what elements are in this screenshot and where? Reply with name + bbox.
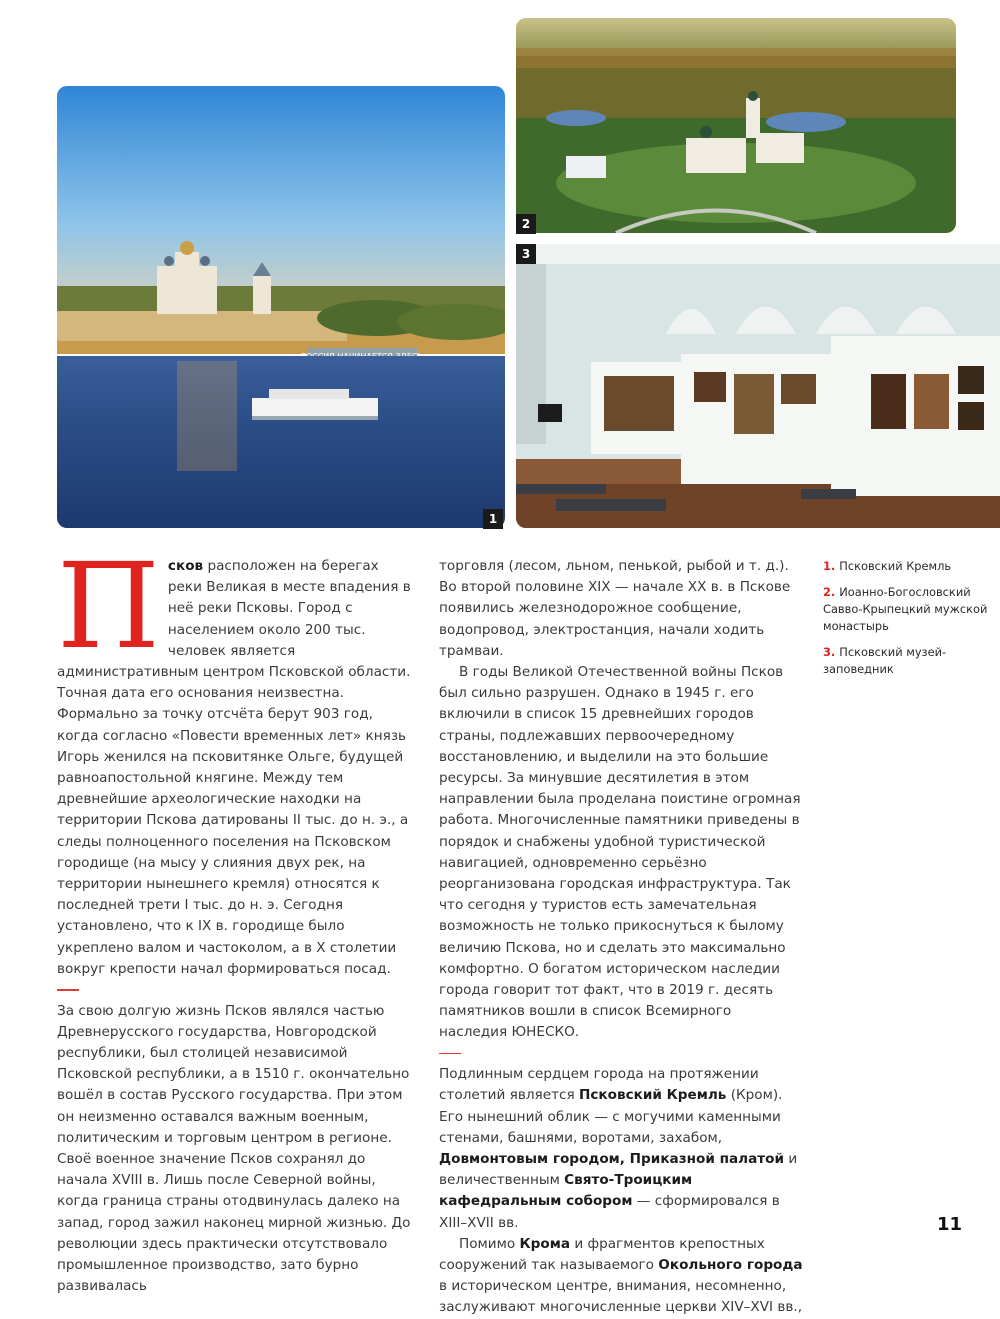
kremlin-paragraph: Подлинным сердцем города на протяжении столетий является Псковский Кремль (Кром). Его нынешний облик — с могучими каменными стенами, башнями, воротами, захабом, Довмонтовым городом, Приказной палатой и величественным Свято-Троицким кафедральным собором — сформировался в XIII–XVII вв. bbox=[439, 1066, 798, 1231]
intro-paragraph: Псков расположен на берегах реки Великая в месте впадения в неё реки Псковы. Город с населением около 200 тыс. человек является административным центром Псковской области. Точная дата его основания неизвестна. Формально за точку отсчёта берут 903 год, когда согласно «Повести временных лет» князь Игорь женился на псковитянке Ольге, будущей равноапостольной княгине. Между тем древнейшие археологические находки на территории Пскова датированы II тыс. до н. э., а следы полноценного поселения на Псковском городище (на мысу у слияния двух рек, на территории нынешнего кремля) относятся к последней трети I тыс. до н. э. Сегодня установлено, что к IX в. городище было укреплено валом и частоколом, а в X столетии вокруг крепости начал формироваться посад. bbox=[57, 537, 411, 977]
photo-pskov-kremlin bbox=[57, 86, 505, 528]
text-column-2 bbox=[439, 556, 803, 1319]
krom-paragraph: Помимо Крома и фрагментов крепостных сооружений так называемого Окольного города в историческом центре, внимания, несомненно, заслуживают многочисленные церкви XIV–XVI вв., bbox=[439, 1235, 803, 1316]
photo-number-2: 2 bbox=[516, 214, 536, 234]
photo-museum bbox=[516, 244, 1000, 528]
war-paragraph: В годы Великой Отечественной войны Псков был сильно разрушен. Однако в 1945 г. его включили в список 15 древнейших городов страны, подлежавших первоочередному восстановлению, и выделили на это большие ресурсы. За минувшие десятилетия в этом направлении была проделана поистине огромная работа. Многочисленные памятники приведены в порядок и снабжены удобной туристической навигацией, одновременно серьёзно реорганизована городская инфраструктура. Так что сегодня у туристов есть замечательная возможность не только прикоснуться к былому величию Пскова, но и сделать это максимально комфортно. О богатом историческом наследии города говорит тот факт, что в 2019 г. десять памятников вошли в список Всемирного наследия ЮНЕСКО. bbox=[439, 664, 801, 1041]
photo-captions bbox=[823, 558, 993, 687]
page-number: 11 bbox=[937, 1214, 963, 1235]
trade-paragraph: торговля (лесом, льном, пенькой, рыбой и т. д.). Во второй половине XIX — начале XX в. в Пскове появились железнодорожное сообщение, водопровод, электростанция, начали ходить трамваи. bbox=[439, 558, 791, 659]
photo-monastery bbox=[516, 18, 956, 233]
section-divider-2 bbox=[439, 1053, 461, 1055]
caption-1: 1. Псковский Кремль bbox=[823, 559, 952, 573]
bold-lead: сков bbox=[167, 558, 204, 574]
caption-2: 2. Иоанно-Богословский Савво-Крыпецкий мужской монастырь bbox=[823, 585, 988, 633]
history-paragraph: За свою долгую жизнь Псков являлся частью Древнерусского государства, Новгородской республики, был столицей независимой Псковской республики, а в 1510 г. окончательно вошёл в состав Русского государства. При этом он неизменно оставался важным военным, политическим и торговым центром в регионе. Своё военное значение Псков сохранял до начала XVIII в. Лишь после Северной войны, когда граница страны отодвинулась далеко на запад, город зажил наконец мирной жизнью. До революции здесь практически отсутствовало промышленное производство, зато бурно развивалась bbox=[57, 1002, 411, 1295]
photo-number-3: 3 bbox=[516, 244, 536, 264]
dropcap: П bbox=[57, 537, 160, 675]
caption-3: 3. Псковский музей-заповедник bbox=[823, 645, 947, 676]
text-column-1 bbox=[57, 537, 415, 1297]
photo-number-1: 1 bbox=[483, 509, 503, 529]
section-divider bbox=[57, 989, 79, 991]
